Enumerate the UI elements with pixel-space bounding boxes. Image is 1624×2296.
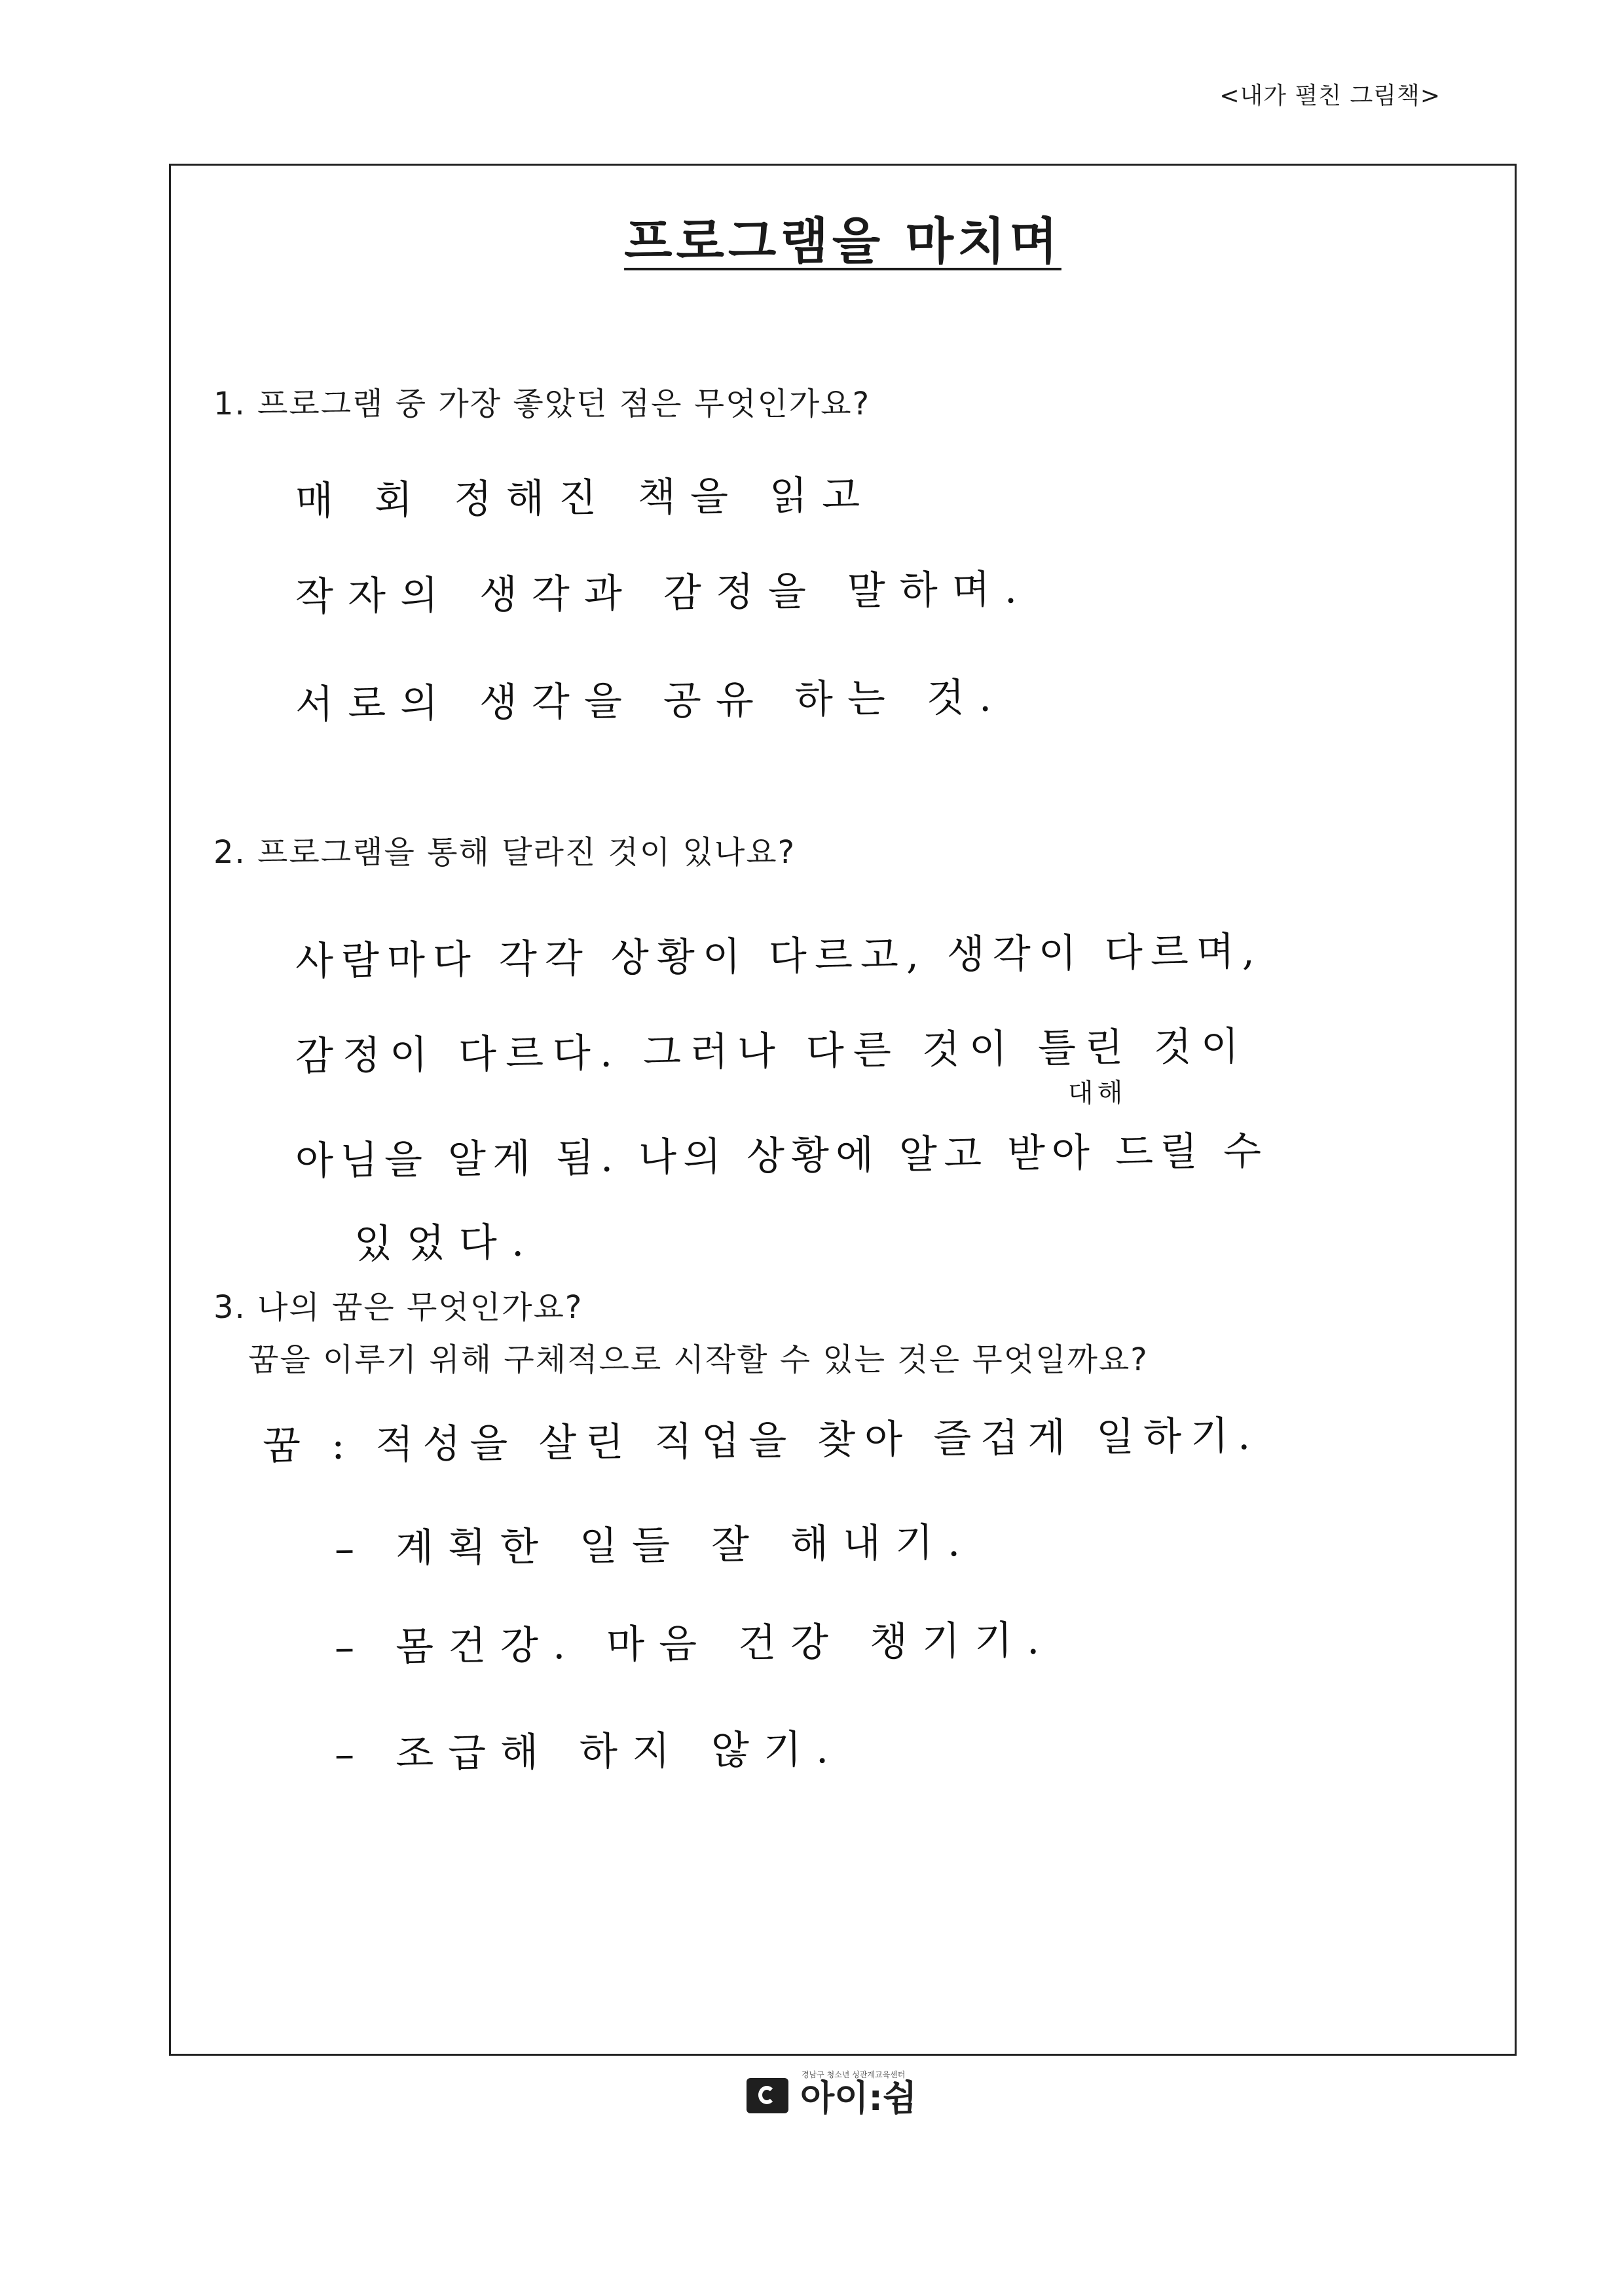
worksheet-frame: [169, 164, 1517, 2056]
answer-1-line-3: 서로의 생각을 공유 하는 것.: [295, 674, 1006, 728]
answer-3-line-1: 꿈 : 적성을 살린 직업을 찾아 즐겁게 일하기.: [262, 1413, 1260, 1469]
logo-name: 아이:쉼: [800, 2077, 917, 2119]
question-3-label: 3. 나의 꿈은 무엇인가요?: [213, 1289, 583, 1326]
answer-2-line-2: 감정이 다르다. 그러나 다른 것이 틀린 것이: [295, 1023, 1249, 1080]
answer-3-line-2: – 계획한 일들 잘 해내기.: [334, 1519, 975, 1573]
answer-3-line-4: – 조급해 하지 않기.: [334, 1726, 843, 1778]
answer-2-line-1: 사람마다 각각 상황이 다르고, 생각이 다르며,: [295, 928, 1263, 985]
answer-2-insertion: 대해: [1067, 1078, 1127, 1109]
question-2-label: 2. 프로그램을 통해 달라진 것이 있나요?: [213, 834, 796, 871]
answer-1-line-1: 매 회 정해진 책을 읽고: [295, 472, 875, 524]
footer-logo: [747, 2070, 917, 2121]
question-3-label-line-2: 꿈을 이루기 위해 구체적으로 시작할 수 있는 것은 무엇일까요?: [248, 1341, 1149, 1378]
page-title: 프로그램을 마치며: [624, 212, 1061, 270]
answer-1-line-2: 작자의 생각과 감정을 말하며.: [295, 566, 1032, 620]
answer-2-line-4: 있었다.: [354, 1219, 539, 1267]
answer-2-line-3: 아님을 알게 됨. 나의 상황에 알고 받아 드릴 수: [295, 1128, 1268, 1184]
answer-3-line-3: – 몸건강. 마음 건강 챙기기.: [334, 1617, 1054, 1671]
org-small-text: 경남구 청소년 성관계교육센터: [802, 2069, 906, 2079]
question-1-label: 1. 프로그램 중 가장 좋았던 점은 무엇인가요?: [213, 386, 871, 422]
series-tag: <내가 펼친 그림책>: [1219, 82, 1441, 109]
